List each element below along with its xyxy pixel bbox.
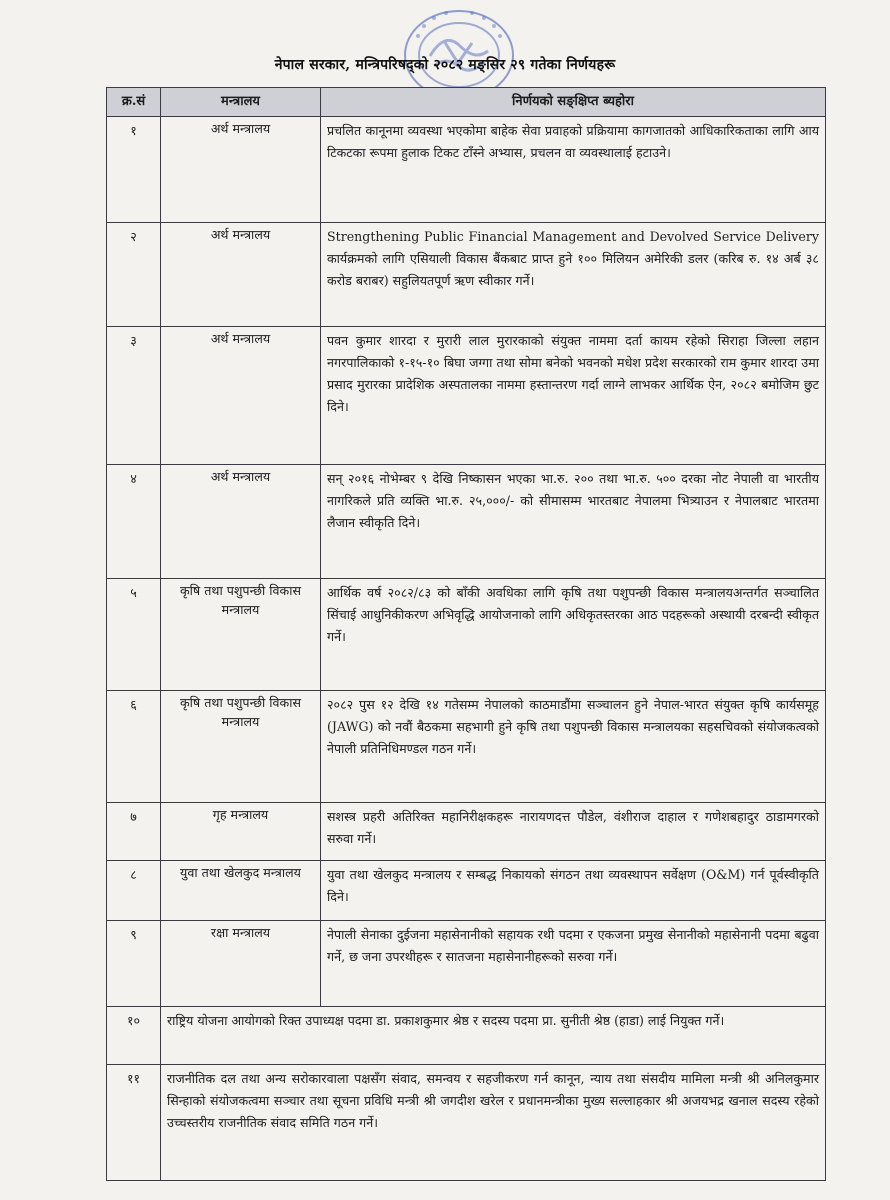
serial-number: ४ [107, 465, 161, 579]
ministry-name: अर्थ मन्त्रालय [161, 465, 321, 579]
serial-number: १० [107, 1007, 161, 1065]
ministry-name: कृषि तथा पशुपन्छी विकास मन्त्रालय [161, 579, 321, 691]
table-row [107, 803, 826, 861]
column-header-serial: क्र.सं [107, 88, 161, 117]
decision-text: सशस्त्र प्रहरी अतिरिक्त महानिरीक्षकहरू नारायणदत्त पौडेल, वंशीराज दाहाल र गणेशबहादुर ठाडामगरको सरुवा गर्ने। [321, 803, 826, 861]
ministry-name: युवा तथा खेलकुद मन्त्रालय [161, 861, 321, 921]
serial-number: १ [107, 117, 161, 223]
table-row [107, 921, 826, 1007]
column-header-decision: निर्णयको सङ्क्षिप्त ब्यहोरा [321, 88, 826, 117]
serial-number: ६ [107, 691, 161, 803]
ministry-name: कृषि तथा पशुपन्छी विकास मन्त्रालय [161, 691, 321, 803]
table-row [107, 327, 826, 465]
ministry-name: गृह मन्त्रालय [161, 803, 321, 861]
decision-text: Strengthening Public Financial Management and Devolved Service Delivery कार्यक्रमको लागि एसियाली विकास बैंकबाट प्राप्त हुने १०० मिलियन अमेरिकी डलर (करिब रु. १४ अर्ब ३८ करोड बराबर) सहुलियतपूर्ण ऋण स्वीकार गर्ने। [321, 223, 826, 327]
table-row [107, 691, 826, 803]
table-header-row [107, 88, 826, 117]
decision-text: पवन कुमार शारदा र मुरारी लाल मुरारकाको संयुक्त नाममा दर्ता कायम रहेको सिराहा जिल्ला लहान नगरपालिकाको १-१५-१० बिघा जग्गा तथा सोमा बनेको भवनको मधेश प्रदेश सरकारको राम कुमार शारदा उमा प्रसाद मुरारका प्रादेशिक अस्पतालका नाममा हस्तान्तरण गर्दा लाग्ने लाभकर आर्थिक ऐन, २०८२ बमोजिम छुट दिने। [321, 327, 826, 465]
serial-number: ३ [107, 327, 161, 465]
table-row [107, 861, 826, 921]
table-row [107, 223, 826, 327]
table-row [107, 579, 826, 691]
decision-text: युवा तथा खेलकुद मन्त्रालय र सम्बद्ध निकायको संगठन तथा व्यवस्थापन सर्वेक्षण (O&M) गर्न पूर्वस्वीकृति दिने। [321, 861, 826, 921]
table-row [107, 465, 826, 579]
column-header-ministry: मन्त्रालय [161, 88, 321, 117]
decision-text: सन् २०१६ नोभेम्बर ९ देखि निष्कासन भएका भा.रु. २०० तथा भा.रु. ५०० दरका नोट नेपाली वा भारतीय नागरिकले प्रति व्यक्ति भा.रु. २५,०००/- को सीमासम्म भारतबाट नेपालमा भित्र्याउन र नेपालबाट भारतमा लैजान स्वीकृति दिने। [321, 465, 826, 579]
decisions-table [106, 87, 826, 1181]
table-row [107, 1065, 826, 1181]
table-row [107, 1007, 826, 1065]
serial-number: २ [107, 223, 161, 327]
page-title: नेपाल सरकार, मन्त्रिपरिषद्को २०८२ मङ्सिर २९ गतेका निर्णयहरू [274, 57, 616, 73]
ministry-name: अर्थ मन्त्रालय [161, 117, 321, 223]
decision-text: राष्ट्रिय योजना आयोगको रिक्त उपाध्यक्ष पदमा डा. प्रकाशकुमार श्रेष्ठ र सदस्य पदमा प्रा. सुनीती श्रेष्ठ (हाडा) लाई नियुक्त गर्ने। [161, 1007, 826, 1065]
ministry-name: अर्थ मन्त्रालय [161, 327, 321, 465]
ministry-name: रक्षा मन्त्रालय [161, 921, 321, 1007]
decision-text: राजनीतिक दल तथा अन्य सरोकारवाला पक्षसँग संवाद, समन्वय र सहजीकरण गर्न कानून, न्याय तथा संसदीय मामिला मन्त्री श्री अनिलकुमार सिन्हाको संयोजकत्वमा सञ्चार तथा सूचना प्रविधि मन्त्री श्री जगदीश खरेल र प्रधानमन्त्रीका मुख्य सल्लाहकार श्री अजयभद्र खनाल सदस्य रहेको उच्चस्तरीय राजनीतिक संवाद समिति गठन गर्ने। [161, 1065, 826, 1181]
serial-number: ७ [107, 803, 161, 861]
serial-number: ८ [107, 861, 161, 921]
decision-text: २०८२ पुस १२ देखि १४ गतेसम्म नेपालको काठमाडौंमा सञ्चालन हुने नेपाल-भारत संयुक्त कृषि कार्यसमूह (JAWG) को नवौं बैठकमा सहभागी हुने कृषि तथा पशुपन्छी विकास मन्त्रालयका सहसचिवको संयोजकत्वको नेपाली प्रतिनिधिमण्डल गठन गर्ने। [321, 691, 826, 803]
decision-text: प्रचलित कानूनमा व्यवस्था भएकोमा बाहेक सेवा प्रवाहको प्रक्रियामा कागजातको आधिकारिकताका लागि आय टिकटका रूपमा हुलाक टिकट टाँस्ने अभ्यास, प्रचलन वा व्यवस्थालाई हटाउने। [321, 117, 826, 223]
serial-number: ९ [107, 921, 161, 1007]
serial-number: ५ [107, 579, 161, 691]
ministry-name: अर्थ मन्त्रालय [161, 223, 321, 327]
serial-number: ११ [107, 1065, 161, 1181]
decision-text: नेपाली सेनाका दुईजना महासेनानीको सहायक रथी पदमा र एकजना प्रमुख सेनानीको महासेनानी पदमा बढुवा गर्ने, छ जना उपरथीहरू र सातजना महासेनानीहरूको सरुवा गर्ने। [321, 921, 826, 1007]
table-row [107, 117, 826, 223]
decision-text: आर्थिक वर्ष २०८२/८३ को बाँकी अवधिका लागि कृषि तथा पशुपन्छी विकास मन्त्रालयअन्तर्गत सञ्चालित सिंचाई आधुनिकीकरण अभिवृद्धि आयोजनाको लागि अधिकृतस्तरका आठ पदहरूको अस्थायी दरबन्दी स्वीकृत गर्ने। [321, 579, 826, 691]
